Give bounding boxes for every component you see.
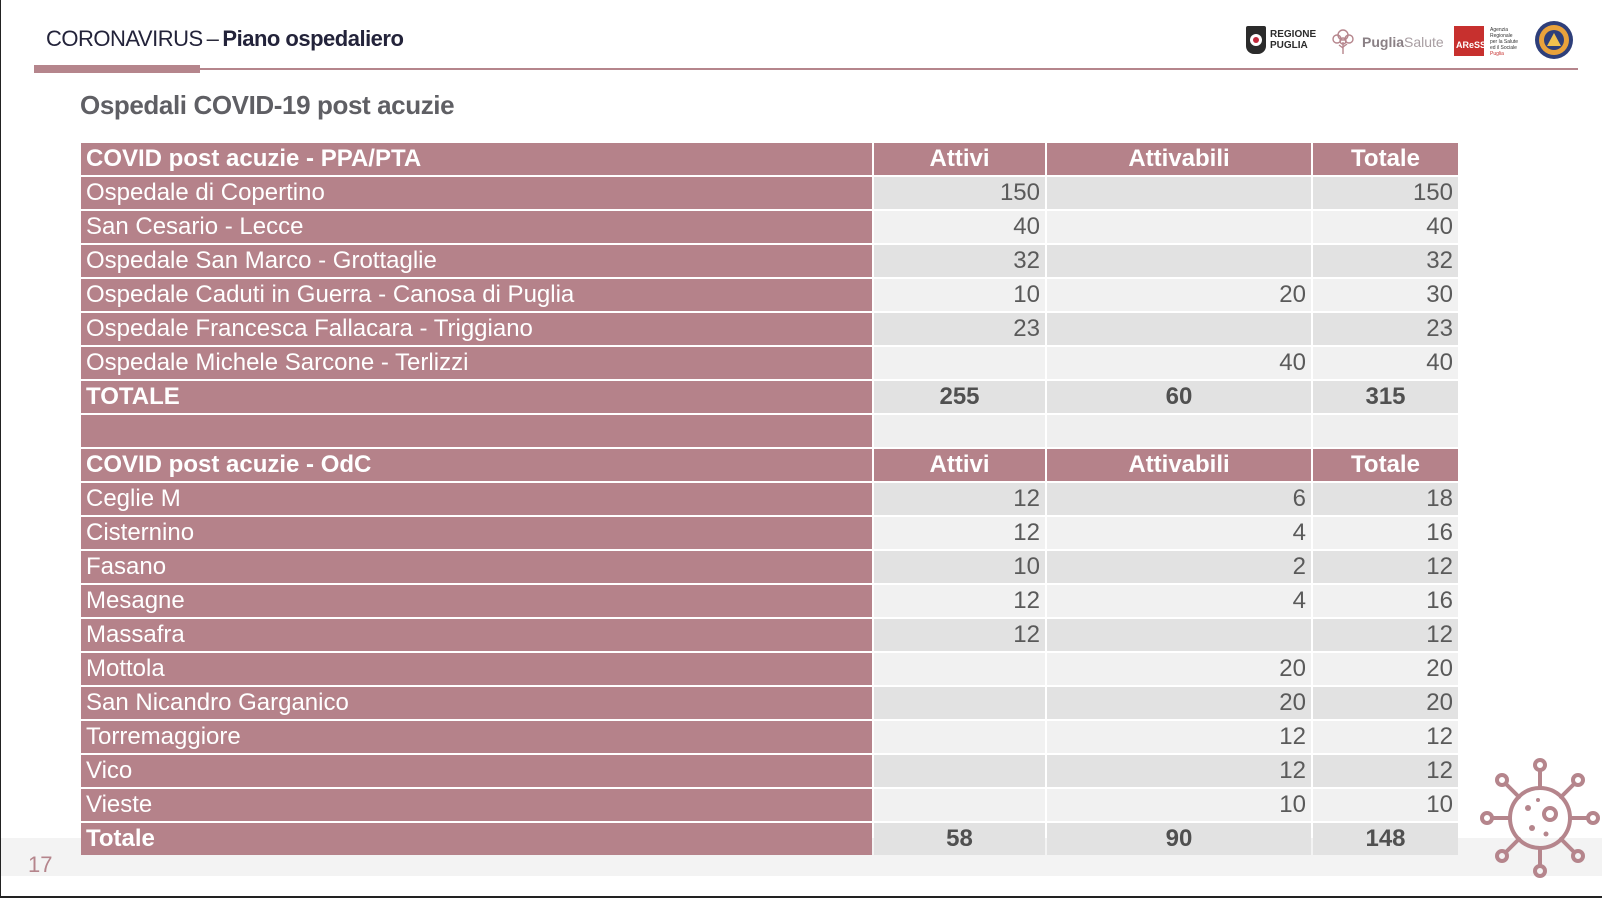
row-label: Massafra: [81, 619, 872, 651]
row-label: Ospedale Caduti in Guerra - Canosa di Puglia: [81, 279, 872, 311]
cell-value: [1047, 619, 1311, 651]
cell-value: 12: [1047, 755, 1311, 787]
spacer-cell: [1047, 415, 1311, 447]
row-label: TOTALE: [81, 381, 872, 413]
column-header-name: COVID post acuzie - OdC: [81, 449, 872, 481]
table-row: [81, 517, 1458, 549]
cell-value: 12: [874, 585, 1045, 617]
cell-value: [874, 755, 1045, 787]
cell-value: 315: [1313, 381, 1458, 413]
regione-logo-line1: REGIONE: [1270, 29, 1317, 40]
cell-value: [1047, 211, 1311, 243]
regione-logo-line2: PUGLIA: [1270, 40, 1308, 51]
cell-value: 32: [874, 245, 1045, 277]
cell-value: [874, 789, 1045, 821]
spacer-cell: [81, 415, 872, 447]
cell-value: [1047, 245, 1311, 277]
cell-value: 40: [1047, 347, 1311, 379]
table-row: [81, 245, 1458, 277]
cell-value: 20: [1047, 653, 1311, 685]
cell-value: [874, 347, 1045, 379]
header-rule: [200, 68, 1578, 70]
table-header-row: [81, 143, 1458, 175]
hospital-table: [81, 141, 1458, 857]
cell-value: 2: [1047, 551, 1311, 583]
puglia-salute-bold: Puglia: [1362, 34, 1405, 50]
header-title-main: CORONAVIRUS: [46, 26, 203, 51]
header-title-separator: –: [206, 26, 219, 51]
table-row: [81, 585, 1458, 617]
row-label: Ospedale di Copertino: [81, 177, 872, 209]
cell-value: [874, 721, 1045, 753]
aress-mark-text: AReSS: [1456, 40, 1487, 50]
row-label: Vieste: [81, 789, 872, 821]
spacer-cell: [874, 415, 1045, 447]
cell-value: 12: [874, 483, 1045, 515]
table-row: [81, 347, 1458, 379]
cell-value: 40: [1313, 347, 1458, 379]
cell-value: 10: [1313, 789, 1458, 821]
cell-value: [874, 687, 1045, 719]
cell-value: 32: [1313, 245, 1458, 277]
cell-value: [1047, 177, 1311, 209]
spacer-cell: [1313, 415, 1458, 447]
aress-line5: Puglia: [1490, 51, 1504, 57]
cell-value: 4: [1047, 585, 1311, 617]
page-heading: Ospedali COVID-19 post acuzie: [80, 90, 455, 120]
row-label: Mottola: [81, 653, 872, 685]
aress-line1: Agenzia: [1490, 27, 1509, 33]
header-title-sub: Piano ospedaliero: [222, 26, 404, 51]
cell-value: 20: [1047, 279, 1311, 311]
total-row: [81, 823, 1458, 855]
aress-line3: per la Salute: [1490, 39, 1519, 45]
cell-value: 12: [1047, 721, 1311, 753]
cell-value: 12: [874, 517, 1045, 549]
cell-value: 10: [874, 279, 1045, 311]
table-row: [81, 483, 1458, 515]
cell-value: 12: [1313, 551, 1458, 583]
cell-value: [874, 653, 1045, 685]
table-row: [81, 313, 1458, 345]
cell-value: 12: [874, 619, 1045, 651]
cell-value: 255: [874, 381, 1045, 413]
regione-puglia-logo: [1244, 24, 1320, 58]
column-header-name: COVID post acuzie - PPA/PTA: [81, 143, 872, 175]
column-header: Attivi: [874, 143, 1045, 175]
cell-value: 40: [874, 211, 1045, 243]
coronavirus-icon: [1478, 756, 1602, 880]
cell-value: 20: [1313, 687, 1458, 719]
cell-value: 90: [1047, 823, 1311, 855]
table-row: [81, 177, 1458, 209]
cell-value: 150: [874, 177, 1045, 209]
column-header: Totale: [1313, 449, 1458, 481]
table-row: [81, 551, 1458, 583]
total-row: [81, 381, 1458, 413]
civil-protection-seal-icon: [1534, 20, 1574, 60]
cell-value: 23: [874, 313, 1045, 345]
row-label: Ospedale San Marco - Grottaglie: [81, 245, 872, 277]
table-row: [81, 653, 1458, 685]
page-number: 17: [28, 852, 53, 877]
tree-icon: [1328, 26, 1358, 56]
table-row: [81, 619, 1458, 651]
cell-value: 16: [1313, 585, 1458, 617]
column-header: Attivabili: [1047, 143, 1311, 175]
row-label: Fasano: [81, 551, 872, 583]
cell-value: 16: [1313, 517, 1458, 549]
cell-value: 60: [1047, 381, 1311, 413]
table-header-row: [81, 449, 1458, 481]
cell-value: 148: [1313, 823, 1458, 855]
row-label: Mesagne: [81, 585, 872, 617]
row-label: Vico: [81, 755, 872, 787]
cell-value: 4: [1047, 517, 1311, 549]
header-title: [46, 26, 403, 52]
spacer-row: [81, 415, 1458, 447]
row-label: Totale: [81, 823, 872, 855]
cell-value: 58: [874, 823, 1045, 855]
table-row: [81, 721, 1458, 753]
cell-value: 40: [1313, 211, 1458, 243]
puglia-salute-light: Salute: [1404, 34, 1444, 50]
column-header: Totale: [1313, 143, 1458, 175]
column-header: Attivi: [874, 449, 1045, 481]
row-label: Ospedale Francesca Fallacara - Triggiano: [81, 313, 872, 345]
row-label: San Cesario - Lecce: [81, 211, 872, 243]
logo-strip: [1244, 20, 1584, 60]
table-row: [81, 279, 1458, 311]
cell-value: 12: [1313, 619, 1458, 651]
cell-value: 30: [1313, 279, 1458, 311]
cell-value: 20: [1047, 687, 1311, 719]
aress-logo: [1454, 24, 1524, 58]
cell-value: 20: [1313, 653, 1458, 685]
table-row: [81, 211, 1458, 243]
cell-value: 6: [1047, 483, 1311, 515]
slide-frame-left: [0, 0, 1, 898]
table-row: [81, 755, 1458, 787]
row-label: Cisternino: [81, 517, 872, 549]
cell-value: 12: [1313, 755, 1458, 787]
column-header: Attivabili: [1047, 449, 1311, 481]
puglia-salute-logo: [1328, 24, 1446, 58]
row-label: Ceglie M: [81, 483, 872, 515]
cell-value: 23: [1313, 313, 1458, 345]
table-row: [81, 687, 1458, 719]
cell-value: 18: [1313, 483, 1458, 515]
cell-value: 10: [1047, 789, 1311, 821]
cell-value: 12: [1313, 721, 1458, 753]
cell-value: 150: [1313, 177, 1458, 209]
cell-value: [1047, 313, 1311, 345]
header-accent-bar: [34, 65, 200, 73]
aress-line4: ed il Sociale: [1490, 45, 1517, 51]
cell-value: 10: [874, 551, 1045, 583]
table-row: [81, 789, 1458, 821]
row-label: Ospedale Michele Sarcone - Terlizzi: [81, 347, 872, 379]
aress-line2: Regionale: [1490, 33, 1513, 39]
row-label: Torremaggiore: [81, 721, 872, 753]
row-label: San Nicandro Garganico: [81, 687, 872, 719]
